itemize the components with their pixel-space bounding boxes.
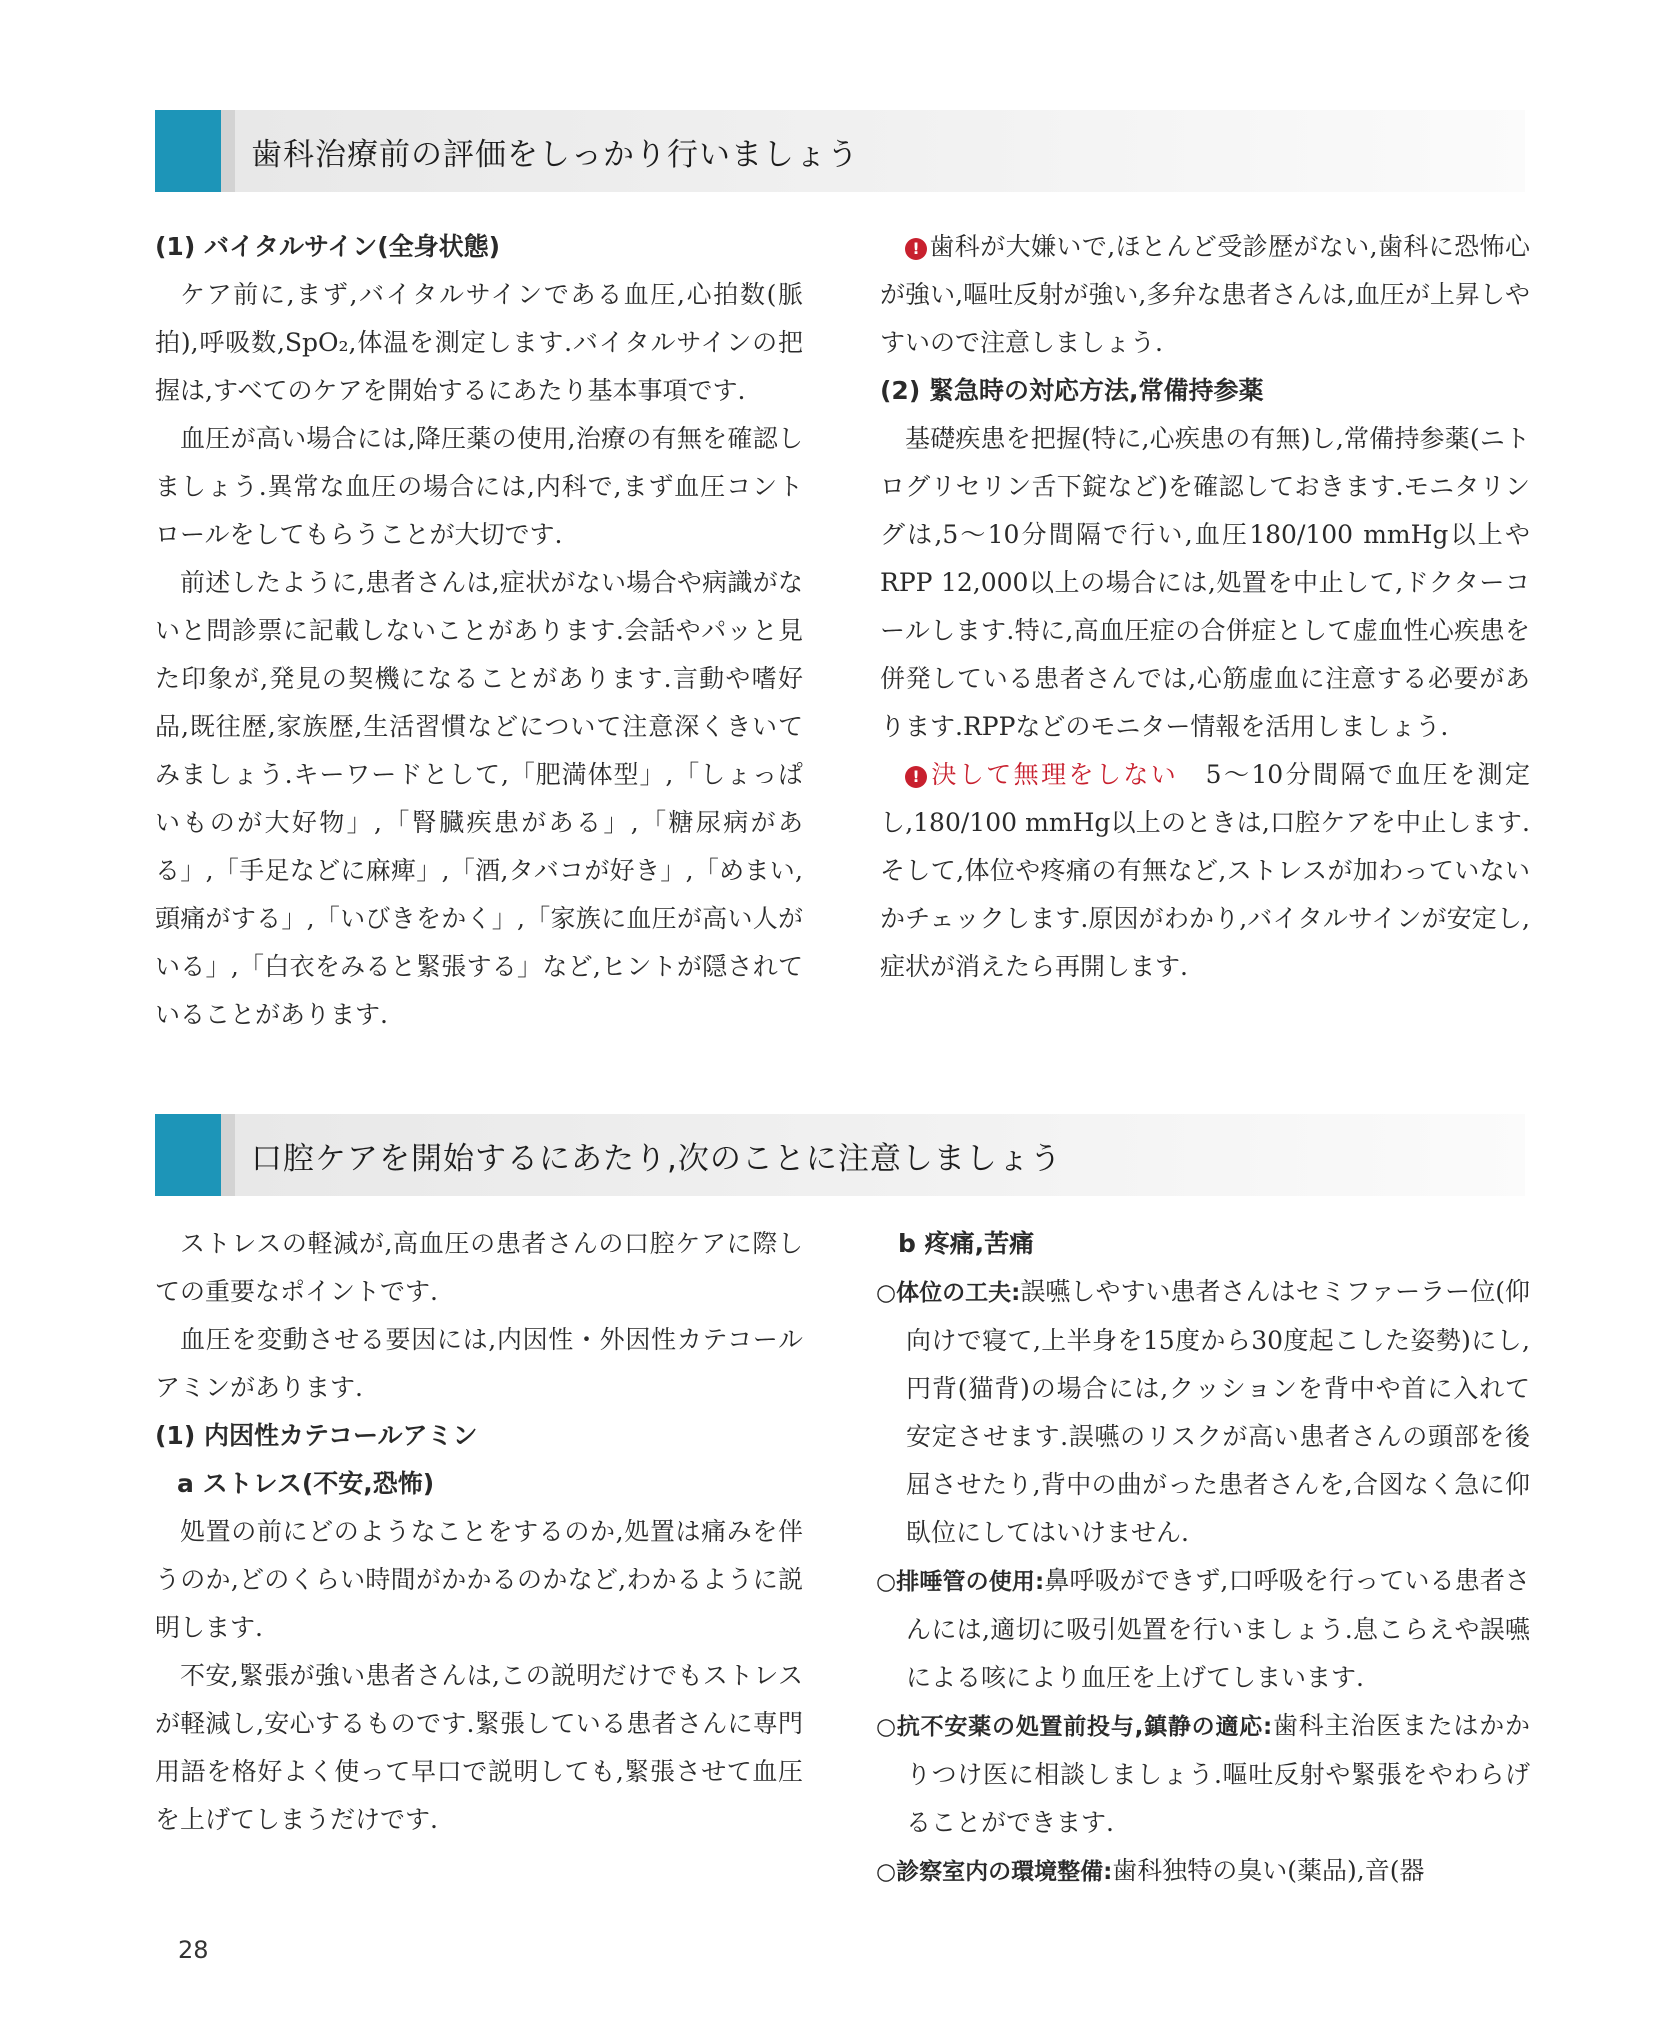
heading-emergency: (2) 緊急時の対応方法,常備持参薬 — [880, 376, 1264, 405]
section-title: 歯科治療前の評価をしっかり行いましょう — [251, 136, 859, 173]
section-banner-oral-care — [155, 1114, 1525, 1196]
section1-left-column — [155, 223, 803, 1039]
list-item-label: ○体位の工夫: — [876, 1280, 1021, 1306]
paragraph: 処置の前にどのようなことをするのか,処置は痛みを伴うのか,どのくらい時間がかかるのかなど,わかるように説明します. — [155, 1517, 803, 1642]
section2-right-column — [876, 1220, 1530, 1896]
warning-note — [880, 223, 1530, 367]
list-item-text: 鼻呼吸ができず,口呼吸を行っている患者さんには,適切に吸引処置を行いましょう.息こらえや誤嚥による咳により血圧を上げてしまいます. — [906, 1566, 1530, 1692]
list-item-label: ○排唾管の使用: — [876, 1569, 1045, 1595]
paragraph: 前述したように,患者さんは,症状がない場合や病識がないと問診票に記載しないことがあります.会話やパッと見た印象が,発見の契機になることがあります.言動や嗜好品,既往歴,家族歴,生活習慣などについて注意深くきいてみましょう.キーワードとして,「肥満体型」,「しょっぱいものが大好物」,「腎臓疾患がある」,「糖尿病がある」,「手足などに麻痺」,「酒,タバコが好き」,「めまい,頭痛がする」,「いびきをかく」,「家族に血圧が高い人がいる」,「白衣をみると緊張する」など,ヒントが隠されていることがあります. — [155, 568, 803, 1029]
subheading-stress: a ストレス(不安,恐怖) — [177, 1469, 435, 1498]
list-item-text: 歯科独特の臭い(薬品),音(器 — [1112, 1856, 1425, 1885]
list-item — [876, 1557, 1530, 1702]
warning-icon: ! — [905, 766, 927, 788]
banner-accent-bar — [155, 1114, 221, 1196]
heading-vital-signs: (1) バイタルサイン(全身状態) — [155, 232, 501, 261]
warning-note — [880, 751, 1530, 991]
paragraph: 不安,緊張が強い患者さんは,この説明だけでもストレスが軽減し,安心するものです.緊張している患者さんに専門用語を格好よく使って早口で説明しても,緊張させて血圧を上げてしまうだけです. — [155, 1661, 803, 1834]
list-item-text: 歯科主治医またはかかりつけ医に相談しましょう.嘔吐反射や緊張をやわらげることができます. — [906, 1711, 1530, 1837]
warning-note-text: 5〜10分間隔で血圧を測定し,180/100 mmHg以上のときは,口腔ケアを中止します.そして,体位や疼痛の有無など,ストレスが加わっていないかチェックします.原因がわかり,バイタルサインが安定し,症状が消えたら再開します. — [880, 760, 1530, 981]
paragraph: ストレスの軽減が,高血圧の患者さんの口腔ケアに際しての重要なポイントです. — [155, 1229, 803, 1306]
list-item — [876, 1702, 1530, 1847]
list-item — [876, 1847, 1530, 1896]
warning-emphasis: 決して無理をしない — [929, 760, 1179, 789]
paragraph: ケア前に,まず,バイタルサインである血圧,心拍数(脈拍),呼吸数,SpO₂,体温を測定します.バイタルサインの把握は,すべてのケアを開始するにあたり基本事項です. — [155, 280, 803, 405]
section-banner-evaluation — [155, 110, 1525, 192]
list-item-label: ○診察室内の環境整備: — [876, 1859, 1113, 1885]
warning-icon: ! — [905, 238, 927, 260]
section-title: 口腔ケアを開始するにあたり,次のことに注意しましょう — [251, 1140, 1062, 1177]
paragraph: 血圧が高い場合には,降圧薬の使用,治療の有無を確認しましょう.異常な血圧の場合には,内科で,まず血圧コントロールをしてもらうことが大切です. — [155, 424, 803, 549]
heading-catecholamine: (1) 内因性カテコールアミン — [155, 1421, 478, 1450]
paragraph: 基礎疾患を把握(特に,心疾患の有無)し,常備持参薬(ニトログリセリン舌下錠など)を確認しておきます.モニタリングは,5〜10分間隔で行い,血圧180/100 mmHg以上やRPP 12,000以上の場合には,処置を中止して,ドクターコールします.特に,高血圧症の合併症として虚血性心疾患を併発している患者さんでは,心筋虚血に注意する必要があります.RPPなどのモニター情報を活用しましょう. — [880, 424, 1530, 741]
warning-note-text: 歯科が大嫌いで,ほとんど受診歴がない,歯科に恐怖心が強い,嘔吐反射が強い,多弁な患者さんは,血圧が上昇しやすいので注意しましょう. — [880, 232, 1530, 357]
list-item-text: 誤嚥しやすい患者さんはセミファーラー位(仰向けで寝て,上半身を15度から30度起こした姿勢)にし,円背(猫背)の場合には,クッションを背中や首に入れて安定させます.誤嚥のリスクが高い患者さんの頭部を後屈させたり,背中の曲がった患者さんを,合図なく急に仰臥位にしてはいけません. — [906, 1277, 1530, 1547]
section2-left-column — [155, 1220, 803, 1844]
page-number: 28 — [178, 1936, 209, 1964]
banner-accent-bar — [155, 110, 221, 192]
list-item-label: ○抗不安薬の処置前投与,鎮静の適応: — [876, 1714, 1273, 1740]
paragraph: 血圧を変動させる要因には,内因性・外因性カテコールアミンがあります. — [155, 1325, 803, 1402]
section1-right-column — [880, 223, 1530, 991]
subheading-pain: b 疼痛,苦痛 — [898, 1229, 1035, 1258]
list-item — [876, 1268, 1530, 1557]
